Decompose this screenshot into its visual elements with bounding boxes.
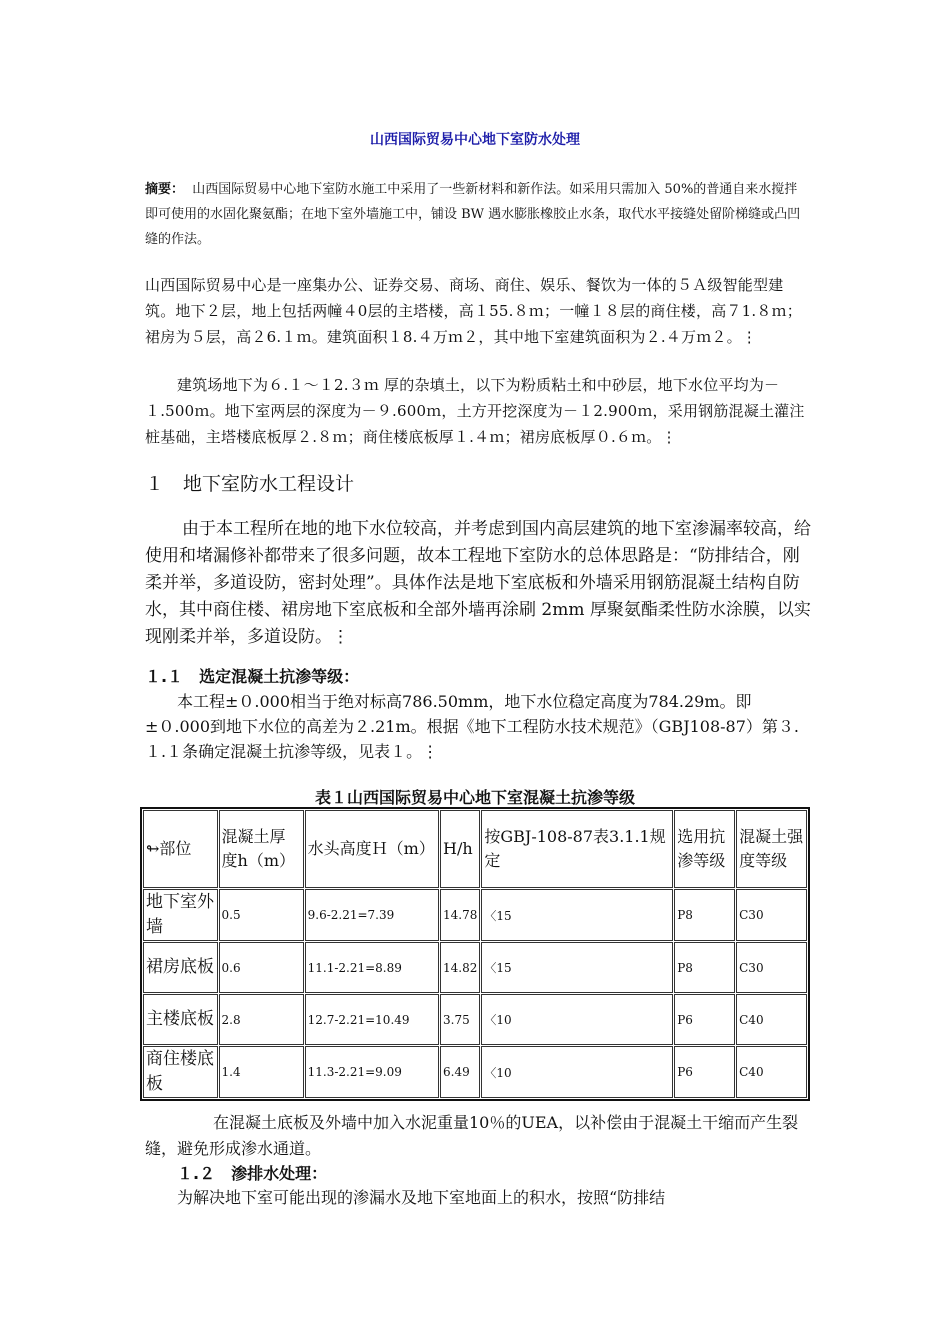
header-cell: 按GBJ-108-87表3.1.1规定 [481,810,673,888]
section-heading-1-1: １.１ 选定混凝土抗渗等级： [145,667,360,686]
table-cell: 9.6-2.21=7.39 [305,889,439,941]
header-cell: 混凝土厚度h（m） [219,810,304,888]
site-paragraph [145,372,813,450]
table-row [143,994,807,1045]
abstract [145,177,810,252]
table-header-row [143,810,807,888]
table-row [143,889,807,941]
table-cell: 11.3-2.21=9.09 [305,1046,439,1098]
design-paragraph-text: 由于本工程所在地的地下水位较高，并考虑到国内高层建筑的地下室渗漏率较高，给使用和堵漏修补都带来了很多问题，故本工程地下室防水的总体思路是：“防排结合，刚柔并举，多道设防，密封处理”。具体作法是地下室底板和外墙采用钢筋混凝土结构自防水，其中商住楼、裙房地下室底板和全部外墙再涂刷 2mm 厚聚氨酯柔性防水涂膜，以实现刚柔并举，多道设防。⋮ [145,519,811,647]
header-cell: 混凝土强度等级 [736,810,807,888]
abstract-label: 摘要： [145,182,185,197]
site-paragraph-text: 建筑场地下为６.１～１2.３ｍ 厚的杂填土，以下为粉质粘土和中砂层，地下水位平均为－１.500ｍ。地下室两层的深度为－９.600ｍ，土方开挖深度为－１2.900ｍ，采用钢筋混凝土灌注桩基础，主塔楼底板厚２.８ｍ；商住楼底板厚１.４ｍ；裙房底板厚０.６ｍ。⋮ [145,376,805,446]
section-heading-1-2: １.２ 渗排水处理： [177,1164,328,1183]
table-cell: 2.8 [219,994,304,1045]
table-cell: 〈10 [481,994,673,1045]
table-caption: 表１山西国际贸易中心地下室混凝土抗渗等级 [314,788,635,807]
table-cell: 0.6 [219,942,304,993]
section-heading-1: １ 地下室防水工程设计 [145,473,355,495]
table-cell: P8 [674,889,735,941]
drainage-paragraph: 为解决地下室可能出现的渗漏水及地下室地面上的积水，按照“防排结 [177,1188,666,1207]
table-row [143,942,807,993]
table-cell: 〈10 [481,1046,673,1098]
table-cell: 〈15 [481,942,673,993]
table-cell: 0.5 [219,889,304,941]
table-cell: 1.4 [219,1046,304,1098]
abstract-text: 山西国际贸易中心地下室防水施工中采用了一些新材料和新作法。如采用只需加入 50%的普通自来水搅拌即可使用的水固化聚氨酯；在地下室外墙施工中，铺设 BW 遇水膨胀橡胶止水条，取代水平接缝处留阶梯缝或凸凹缝的作法。 [145,182,801,247]
header-text: 部位 [159,839,192,858]
table-cell: 3.75 [440,994,480,1045]
document-title: 山西国际贸易中心地下室防水处理 [370,132,580,148]
header-cell: 水头高度Ｈ（m） [305,810,439,888]
table-cell: 12.7-2.21=10.49 [305,994,439,1045]
header-cell: H/h [440,810,480,888]
header-cell: 选用抗渗等级 [674,810,735,888]
table-cell: 地下室外墙 [143,889,218,941]
table-cell: 14.78 [440,889,480,941]
grade-paragraph-text: 本工程±０.000相当于绝对标高786.50mm，地下水位稳定高度为784.29m。即±０.000到地下水位的高差为２.21m。根据《地下工程防水技术规范》（GBJ108-87）第３.１.１条确定混凝土抗渗等级，见表１。⋮ [145,692,799,761]
header-cell [143,810,218,888]
table-cell: P6 [674,994,735,1045]
table-cell: 〈15 [481,889,673,941]
table-cell: 14.82 [440,942,480,993]
table-cell: 商住楼底板 [143,1046,218,1098]
table-cell: C30 [736,889,807,941]
table-cell: 主楼底板 [143,994,218,1045]
table-cell: 裙房底板 [143,942,218,993]
table-cell: P6 [674,1046,735,1098]
uea-paragraph-text: 在混凝土底板及外墙中加入水泥重量10％的UEA，以补偿由于混凝土干缩而产生裂缝，避免形成渗水通道。 [145,1113,799,1158]
table-cell: 6.49 [440,1046,480,1098]
header-marker-icon: ↬ [146,839,160,858]
table-cell: C40 [736,994,807,1045]
seepage-grade-table [140,807,810,1101]
table-row [143,1046,807,1098]
table-cell: C40 [736,1046,807,1098]
table-cell: P8 [674,942,735,993]
table-cell: C30 [736,942,807,993]
uea-paragraph [145,1110,815,1162]
intro-paragraph: 山西国际贸易中心是一座集办公、证券交易、商场、商住、娱乐、餐饮为一体的５Ａ级智能型建筑。地下２层，地上包括两幢４0层的主塔楼，高１55.８ｍ；一幢１８层的商住楼，高７1.８ｍ；裙房为５层，高２6.１ｍ。建筑面积１8.４万ｍ２，其中地下室建筑面积为２.４万ｍ２。⋮ [145,276,802,346]
design-paragraph [145,516,813,651]
grade-paragraph [145,689,813,764]
table-cell: 11.1-2.21=8.89 [305,942,439,993]
